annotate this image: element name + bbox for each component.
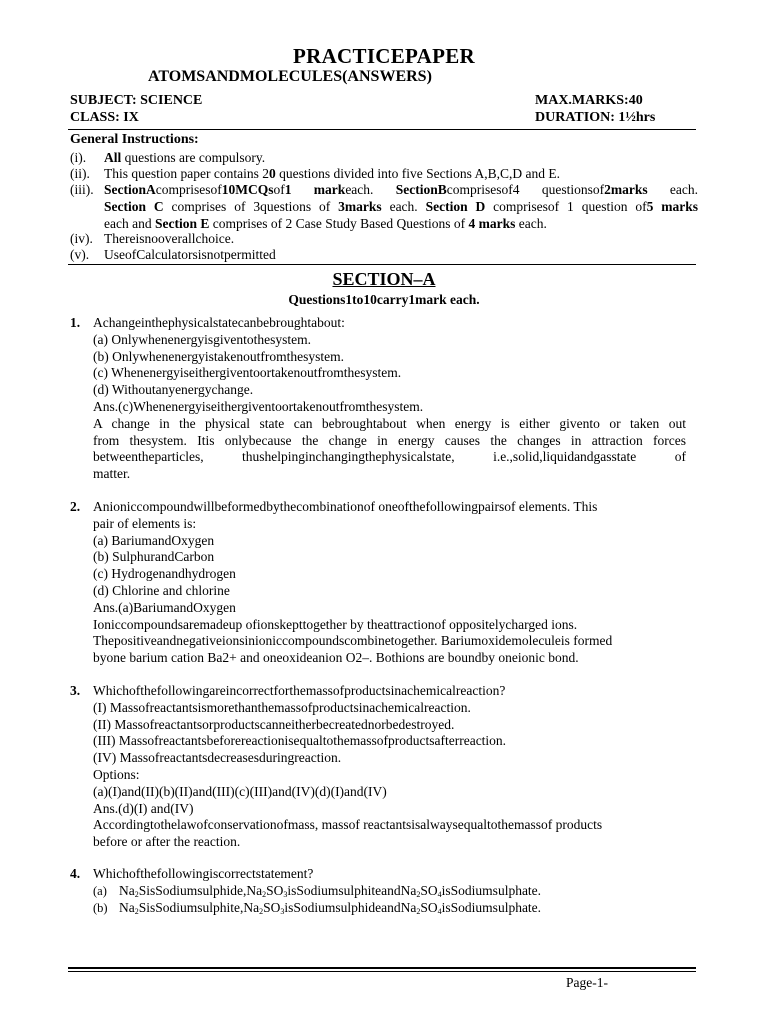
question-stem: Achangeinthephysicalstatecanbebroughtabout:: [93, 315, 345, 330]
instruction-text: comprisesof: [155, 182, 222, 197]
subscript: 2: [262, 889, 267, 899]
options-line: (a)(I)and(II)(b)(II)and(III)(c)(III)and(IV)(d)(I)and(IV): [93, 783, 387, 799]
section-heading: SECTION–A: [332, 269, 436, 289]
statement-ii: (II) Massofreactantsorproductscanneitherbecreatednorbedestroyed.: [93, 716, 455, 732]
formula-text: SO: [420, 882, 438, 898]
question-number: 3.: [70, 683, 81, 698]
statement-i: (I) Massofreactantsismorethanthemassofproductsinachemicalreaction.: [93, 699, 471, 715]
instruction-text: This question paper contains 2: [104, 166, 269, 181]
question-number: 1.: [70, 315, 81, 330]
header-divider: [68, 129, 696, 130]
instruction-text: questions are compulsory.: [121, 150, 266, 165]
formula-text: Na: [119, 899, 135, 915]
formula-text: SisSodiumsulphide,Na: [138, 882, 263, 898]
paper-title: PRACTICEPAPER: [292, 44, 475, 68]
subscript: 2: [416, 906, 421, 916]
explanation-line: A change in the physical state can bebroughtabout when energy is either givento or taken out: [93, 415, 686, 431]
instruction-text: comprises of 3questions of: [163, 199, 339, 214]
instruction-number: (iv).: [70, 231, 93, 246]
option-c: (c) Hydrogenandhydrogen: [93, 566, 236, 582]
option-b: (b) Onlywhenenergyistakenoutfromthesystem.: [93, 348, 344, 364]
instruction-i: [70, 149, 698, 166]
footer-divider: [68, 967, 696, 969]
instruction-text: Thereisnooverallchoice.: [104, 231, 235, 246]
formula-text: isSodiumsulphate.: [441, 899, 542, 915]
instruction-bold: SectionA: [104, 182, 156, 197]
instruction-text: UseofCalculatorsisnotpermitted: [104, 247, 276, 262]
instructions-heading: General Instructions:: [70, 132, 199, 147]
formula-text: isSodiumsulphideandNa: [284, 899, 417, 915]
subscript: 4: [437, 906, 442, 916]
subscript: 4: [437, 889, 442, 899]
option-d: (d) Withoutanyenergychange.: [93, 382, 254, 398]
instructions-divider: [68, 264, 696, 265]
instruction-iv: [70, 230, 698, 247]
instruction-bold: 4 marks: [468, 216, 516, 231]
instruction-bold: 2marks: [604, 182, 648, 197]
answer: Ans.(d)(I) and(IV): [93, 800, 194, 816]
instruction-text: each.: [647, 182, 699, 197]
explanation-line: Accordingtothelawofconservationofmass, massof reactantsisalwaysequaltothemassof products: [93, 817, 603, 833]
subscript: 3: [280, 906, 285, 916]
instruction-bold: Section D: [425, 199, 486, 214]
option-label: (a): [93, 883, 107, 898]
question-3: [70, 683, 686, 851]
instruction-text: each and: [104, 216, 155, 231]
option-a: [93, 883, 686, 900]
formula-text: SO: [263, 899, 281, 915]
instruction-number: (i).: [70, 150, 87, 165]
explanation-line: matter.: [93, 466, 131, 482]
instruction-text: comprises of 2 Case Study Based Questions of: [209, 216, 469, 231]
instruction-text: each.: [515, 216, 547, 231]
explanation-line: byone barium cation Ba2+ and oneoxideanion O2–. Bothions are boundby oneionic bond.: [93, 650, 579, 666]
formula-text: isSodiumsulphate.: [441, 882, 542, 898]
question-stem: Whichofthefollowingiscorrectstatement?: [93, 866, 314, 881]
explanation-line: betweentheparticles, thushelpinginchangingthephysicalstate, i.e.,solid,liquidandgasstate of: [93, 449, 686, 465]
explanation-line: Ioniccompoundsaremadeup ofionskepttogether by theattractionof oppositelycharged ions.: [93, 616, 578, 632]
formula-text: Na: [119, 882, 135, 898]
option-d: (d) Chlorine and chlorine: [93, 582, 230, 598]
page-number: Page-1-: [566, 975, 608, 990]
subscript: 2: [134, 906, 139, 916]
subscript: 3: [283, 889, 288, 899]
instruction-iii: [70, 181, 698, 232]
instruction-text: each.: [345, 182, 396, 197]
option-b: (b) SulphurandCarbon: [93, 549, 215, 565]
option-label: (b): [93, 900, 108, 915]
question-1: [70, 315, 686, 483]
explanation-line: from thesystem. Itis onlybecause the change in energy causes the changes in attraction forces: [93, 432, 686, 448]
subscript: 2: [134, 889, 139, 899]
question-stem: Anioniccompoundwillbeformedbythecombinationof oneofthefollowingpairsof elements. This: [93, 499, 598, 514]
max-marks-label: MAX.MARKS:40: [535, 93, 643, 108]
subject-label: SUBJECT: SCIENCE: [70, 93, 203, 108]
instruction-bold: 3marks: [338, 199, 382, 214]
duration-label: DURATION: 1½hrs: [535, 110, 656, 125]
subscript: 2: [259, 906, 264, 916]
statement-iii: (III) Massofreactantsbeforereactionisequaltothemassofproductsafterreaction.: [93, 733, 507, 749]
option-c: (c) Whenenergyiseithergiventoortakenoutfromthesystem.: [93, 365, 402, 381]
explanation-line: before or after the reaction.: [93, 834, 241, 850]
instruction-bold: 0: [268, 166, 276, 181]
formula-text: isSodiumsulphiteandNa: [287, 882, 417, 898]
option-b: [93, 900, 686, 917]
instruction-bold: Section E: [154, 216, 210, 231]
instruction-number: (iii).: [70, 182, 94, 197]
question-number: 2.: [70, 499, 81, 514]
instruction-text: comprisesof 1 question of: [485, 199, 647, 214]
instruction-number: (v).: [70, 247, 90, 262]
instruction-text: each.: [381, 199, 426, 214]
subscript: 2: [416, 889, 421, 899]
instruction-v: [70, 246, 698, 263]
instruction-bold: 10MCQs: [221, 182, 274, 197]
question-number: 4.: [70, 866, 81, 881]
answer: Ans.(a)BariumandOxygen: [93, 599, 236, 615]
instruction-bold: All: [104, 150, 122, 165]
formula-text: SisSodiumsulphite,Na: [138, 899, 260, 915]
statement-iv: (IV) Massofreactantsdecreasesduringreaction.: [93, 750, 342, 766]
section-subheading: Questions1to10carry1mark each.: [288, 292, 480, 307]
option-a: (a) Onlywhenenergyisgiventothesystem.: [93, 331, 311, 347]
footer-divider: [68, 971, 696, 972]
formula-text: SO: [420, 899, 438, 915]
paper-subtitle: ATOMSANDMOLECULES(ANSWERS): [148, 68, 432, 85]
instruction-bold: 5 marks: [646, 199, 699, 214]
question-2: [70, 499, 686, 667]
instruction-number: (ii).: [70, 166, 90, 181]
instruction-bold: SectionB: [395, 182, 447, 197]
question-4: [70, 866, 686, 916]
formula-text: SO: [266, 882, 284, 898]
instruction-text: questions divided into five Sections A,B,C,D and E.: [275, 166, 560, 181]
instruction-ii: [70, 165, 698, 182]
answer: Ans.(c)Whenenergyiseithergiventoortakenoutfromthesystem.: [93, 398, 424, 414]
instruction-text: comprisesof4 questionsof: [446, 182, 605, 197]
option-a: (a) BariumandOxygen: [93, 532, 215, 548]
instruction-bold: Section C: [104, 199, 164, 214]
options-label: Options:: [93, 766, 140, 782]
instruction-bold: 1 mark: [284, 182, 346, 197]
explanation-line: Thepositiveandnegativeionsinioniccompoundscombinetogether. Bariumoxidemoleculeis formed: [93, 633, 613, 649]
class-label: CLASS: IX: [70, 110, 139, 125]
question-stem: pair of elements is:: [93, 515, 197, 531]
question-stem: Whichofthefollowingareincorrectforthemassofproductsinachemicalreaction?: [93, 683, 506, 698]
instruction-text: of: [273, 182, 285, 197]
